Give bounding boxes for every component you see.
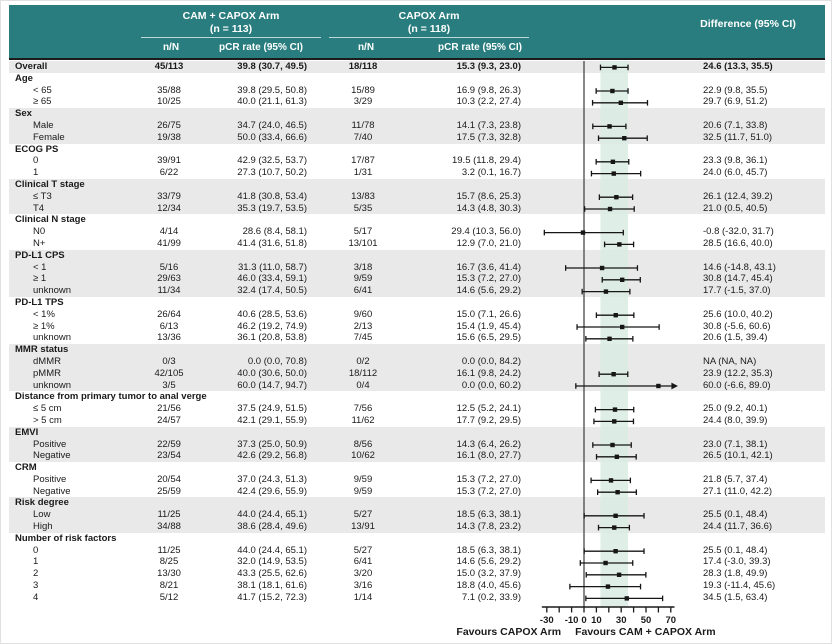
cell-b-pcr: 19.5 (11.8, 29.4) — [451, 155, 521, 167]
table-row — [9, 203, 825, 215]
table-row — [9, 285, 825, 297]
cell-label: Positive — [33, 473, 67, 485]
cell-label: ≤ 5 cm — [33, 403, 62, 415]
cell-a-nn: 13/36 — [157, 332, 181, 344]
cell-diff: 34.5 (1.5, 63.4) — [703, 591, 768, 603]
cell-b-nn: 0/4 — [356, 379, 370, 391]
cell-diff: 23.0 (7.1, 38.1) — [703, 438, 768, 450]
cell-a-pcr: 42.1 (29.1, 55.9) — [237, 414, 307, 426]
arm1-header — [141, 10, 321, 38]
subgroup-header-row — [9, 497, 825, 509]
cell-label: Negative — [33, 485, 71, 497]
cell-diff: 60.0 (-6.6, 89.0) — [703, 379, 771, 391]
cell-diff: 26.1 (12.4, 39.2) — [703, 190, 773, 202]
table-row — [9, 332, 825, 344]
cell-label: PD-L1 TPS — [15, 296, 64, 308]
cell-b-nn: 7/56 — [353, 403, 373, 415]
cell-label: Male — [33, 119, 54, 131]
cell-diff: 25.0 (9.2, 40.1) — [703, 403, 768, 415]
cell-label: CRM — [15, 462, 37, 474]
cell-a-nn: 29/63 — [157, 273, 181, 285]
cell-diff: 29.7 (6.9, 51.2) — [703, 96, 768, 108]
cell-b-nn: 13/101 — [348, 237, 378, 249]
subgroup-header-row — [9, 250, 825, 262]
cell-label: 4 — [33, 591, 39, 603]
cell-a-pcr: 37.5 (24.9, 51.5) — [237, 403, 307, 415]
cell-b-pcr: 12.5 (5.2, 24.1) — [456, 403, 521, 415]
cell-a-pcr: 39.8 (29.5, 50.8) — [237, 84, 307, 96]
cell-b-nn: 9/59 — [353, 485, 373, 497]
cell-b-nn: 3/16 — [353, 580, 373, 592]
cell-label: Age — [15, 72, 33, 84]
cell-label: 3 — [33, 580, 39, 592]
table-row — [9, 556, 825, 568]
arm2-header — [329, 10, 529, 38]
cell-b-pcr: 0.0 (0.0, 60.2) — [461, 379, 521, 391]
cell-a-nn: 39/91 — [157, 155, 181, 167]
cell-b-pcr: 17.7 (9.2, 29.5) — [456, 414, 521, 426]
cell-label: Risk degree — [15, 497, 69, 509]
table-row — [9, 439, 825, 451]
cell-b-nn: 1/14 — [353, 591, 373, 603]
table-row — [9, 96, 825, 108]
cell-diff: 28.5 (16.6, 40.0) — [703, 237, 773, 249]
cell-a-nn: 21/56 — [157, 403, 181, 415]
cell-a-nn: 8/21 — [159, 580, 179, 592]
cell-label: ECOG PS — [15, 143, 59, 155]
cell-a-nn: 24/57 — [157, 414, 181, 426]
cell-b-pcr: 15.0 (7.1, 26.6) — [456, 308, 521, 320]
table-row — [9, 85, 825, 97]
cell-diff: 25.6 (10.0, 40.2) — [703, 308, 773, 320]
cell-label: Distance from primary tumor to anal verge — [15, 391, 207, 403]
cell-a-pcr: 42.6 (29.2, 56.8) — [237, 450, 307, 462]
cell-b-pcr: 0.0 (0.0, 84.2) — [461, 355, 521, 367]
subgroup-header-row — [9, 214, 825, 226]
cell-label: 0 — [33, 155, 39, 167]
axis-tick-label: 10 — [591, 615, 602, 626]
cell-b-nn: 1/31 — [353, 167, 373, 179]
cell-a-pcr: 41.7 (15.2, 72.3) — [237, 591, 307, 603]
cell-b-pcr: 15.3 (7.2, 27.0) — [456, 273, 521, 285]
subgroup-header-row — [9, 391, 825, 403]
cell-label: pMMR — [33, 367, 61, 379]
axis-tick-label: -30 — [539, 615, 554, 626]
cell-b-nn: 2/13 — [353, 320, 373, 332]
cell-a-nn: 6/13 — [159, 320, 179, 332]
cell-b-pcr: 16.1 (8.0, 27.7) — [456, 450, 521, 462]
cell-diff: 20.6 (1.5, 39.4) — [703, 332, 768, 344]
cell-a-nn: 26/75 — [157, 119, 181, 131]
cell-a-pcr: 28.6 (8.4, 58.1) — [242, 226, 307, 238]
cell-label: 0 — [33, 544, 39, 556]
cell-b-pcr: 14.3 (4.8, 30.3) — [456, 202, 521, 214]
cell-label: < 1% — [33, 308, 55, 320]
cell-b-pcr: 15.3 (7.2, 27.0) — [456, 485, 521, 497]
cell-a-pcr: 39.8 (30.7, 49.5) — [237, 61, 307, 72]
cell-a-pcr: 32.0 (14.9, 53.5) — [237, 556, 307, 568]
cell-a-nn: 0/3 — [162, 355, 176, 367]
cell-b-pcr: 15.0 (3.2, 37.9) — [456, 568, 521, 580]
cell-a-pcr: 41.8 (30.8, 53.4) — [237, 190, 307, 202]
cell-label: N+ — [33, 237, 46, 249]
cell-label: > 5 cm — [33, 414, 62, 426]
cell-b-pcr: 15.3 (7.2, 27.0) — [456, 473, 521, 485]
cell-b-nn: 11/78 — [351, 119, 375, 131]
cell-a-nn: 23/54 — [157, 450, 181, 462]
cell-a-nn: 19/38 — [157, 131, 181, 143]
cell-b-nn: 5/27 — [353, 544, 373, 556]
cell-b-nn: 9/59 — [353, 273, 373, 285]
cell-diff: 20.6 (7.1, 33.8) — [703, 119, 768, 131]
cell-label: ≥ 1% — [33, 320, 55, 332]
arm2-nn-column-header: n/N — [357, 42, 375, 53]
cell-a-pcr: 38.1 (18.1, 61.6) — [237, 580, 307, 592]
cell-a-pcr: 37.3 (25.0, 50.9) — [237, 438, 307, 450]
cell-a-nn: 33/79 — [157, 190, 181, 202]
cell-b-nn: 3/20 — [353, 568, 373, 580]
arm1-nn-column-header: n/N — [162, 42, 180, 53]
table-row — [9, 509, 825, 521]
cell-label: 1 — [33, 167, 39, 179]
cell-diff: 17.4 (-3.0, 39.3) — [703, 556, 771, 568]
cell-b-nn: 18/112 — [348, 367, 378, 379]
cell-a-pcr: 31.3 (11.0, 58.7) — [237, 261, 307, 273]
cell-b-pcr: 16.1 (9.8, 24.2) — [456, 367, 521, 379]
arm2-title: CAPOX Arm — [398, 10, 460, 22]
cell-label: ≥ 1 — [33, 273, 47, 285]
cell-b-nn: 10/62 — [351, 450, 375, 462]
cell-diff: NA (NA, NA) — [703, 355, 757, 367]
cell-diff: 24.4 (8.0, 39.9) — [703, 414, 768, 426]
cell-diff: 14.6 (-14.8, 43.1) — [703, 261, 776, 273]
cell-a-nn: 11/25 — [157, 544, 181, 556]
cell-b-nn: 5/17 — [353, 226, 373, 238]
cell-a-pcr: 40.0 (30.6, 50.0) — [237, 367, 307, 379]
cell-a-nn: 45/113 — [154, 61, 184, 72]
cell-a-pcr: 40.6 (28.5, 53.6) — [237, 308, 307, 320]
cell-b-pcr: 29.4 (10.3, 56.0) — [451, 226, 521, 238]
arm1-title: CAM + CAPOX Arm — [182, 10, 280, 22]
table-row — [9, 191, 825, 203]
cell-diff: 27.1 (11.0, 42.2) — [703, 485, 773, 497]
cell-a-pcr: 36.1 (20.8, 53.8) — [237, 332, 307, 344]
cell-label: dMMR — [33, 355, 61, 367]
cell-label: Overall — [15, 61, 48, 72]
subgroup-table — [9, 61, 825, 604]
cell-b-nn: 6/41 — [353, 556, 373, 568]
cell-a-nn: 6/22 — [159, 167, 179, 179]
cell-label: ≥ 65 — [33, 96, 52, 108]
favours-labels — [421, 626, 751, 638]
cell-b-nn: 9/59 — [353, 473, 373, 485]
cell-b-pcr: 14.6 (5.6, 29.2) — [456, 285, 521, 297]
favours-left-label: Favours CAPOX Arm — [456, 626, 562, 638]
cell-b-pcr: 17.5 (7.3, 32.8) — [456, 131, 521, 143]
header-divider — [9, 58, 825, 60]
table-row — [9, 380, 825, 392]
cell-b-pcr: 10.3 (2.2, 27.4) — [456, 96, 521, 108]
cell-b-nn: 15/89 — [351, 84, 375, 96]
table-row — [9, 262, 825, 274]
cell-label: 1 — [33, 556, 39, 568]
cell-a-pcr: 44.0 (24.4, 65.1) — [237, 509, 307, 521]
cell-b-nn: 13/91 — [351, 521, 375, 533]
table-row — [9, 167, 825, 179]
cell-b-nn: 6/41 — [353, 285, 373, 297]
subgroup-header-row — [9, 73, 825, 85]
cell-b-nn: 8/56 — [353, 438, 373, 450]
cell-diff: 30.8 (14.7, 45.4) — [703, 273, 773, 285]
table-row — [9, 155, 825, 167]
cell-b-pcr: 12.9 (7.0, 21.0) — [456, 237, 521, 249]
cell-a-nn: 11/34 — [157, 285, 181, 297]
subgroup-header-row — [9, 533, 825, 545]
cell-b-pcr: 14.3 (7.8, 23.2) — [456, 521, 521, 533]
cell-b-nn: 7/40 — [353, 131, 373, 143]
table-row — [9, 273, 825, 285]
cell-diff: 30.8 (-5.6, 60.6) — [703, 320, 771, 332]
arm2-pcr-column-header: pCR rate (95% CI) — [438, 42, 522, 53]
axis-tick-label: -10 — [564, 615, 579, 626]
cell-label: MMR status — [15, 344, 69, 356]
cell-b-nn: 18/118 — [348, 61, 378, 72]
axis-tick-label: 0 — [581, 615, 587, 626]
cell-diff: 23.9 (12.2, 35.3) — [703, 367, 773, 379]
cell-diff: 19.3 (-11.4, 45.6) — [703, 580, 776, 592]
cell-diff: 17.7 (-1.5, 37.0) — [703, 285, 771, 297]
table-row — [9, 545, 825, 557]
arm1-n: (n = 113) — [209, 22, 253, 35]
cell-label: Low — [33, 509, 51, 521]
table-row — [9, 238, 825, 250]
cell-label: Female — [33, 131, 65, 143]
subgroup-header-row — [9, 108, 825, 120]
cell-b-nn: 17/87 — [351, 155, 375, 167]
cell-a-nn: 5/16 — [159, 261, 179, 273]
table-row — [9, 368, 825, 380]
x-axis — [516, 603, 696, 627]
cell-b-pcr: 7.1 (0.2, 33.9) — [461, 591, 521, 603]
cell-b-nn: 5/27 — [353, 509, 373, 521]
cell-a-nn: 5/12 — [159, 591, 179, 603]
cell-a-pcr: 46.0 (33.4, 59.1) — [237, 273, 307, 285]
cell-a-pcr: 44.0 (24.4, 65.1) — [237, 544, 307, 556]
cell-b-pcr: 16.9 (9.8, 26.3) — [456, 84, 521, 96]
cell-a-nn: 25/59 — [157, 485, 181, 497]
cell-a-nn: 3/5 — [162, 379, 176, 391]
table-row — [9, 309, 825, 321]
cell-label: N0 — [33, 226, 46, 238]
cell-label: Clinical T stage — [15, 178, 85, 190]
axis-tick-label: 50 — [640, 615, 652, 626]
cell-a-nn: 10/25 — [157, 96, 181, 108]
cell-a-nn: 8/25 — [159, 556, 179, 568]
cell-b-pcr: 15.6 (6.5, 29.5) — [456, 332, 521, 344]
table-row — [9, 120, 825, 132]
cell-a-nn: 12/34 — [157, 202, 181, 214]
cell-a-pcr: 38.6 (28.4, 49.6) — [237, 521, 307, 533]
cell-diff: 21.0 (0.5, 40.5) — [703, 202, 768, 214]
cell-a-pcr: 0.0 (0.0, 70.8) — [247, 355, 307, 367]
cell-b-pcr: 18.8 (4.0, 45.6) — [456, 580, 521, 592]
cell-diff: 24.0 (6.0, 45.7) — [703, 167, 768, 179]
subgroup-header-row — [9, 462, 825, 474]
cell-diff: 25.5 (0.1, 48.4) — [703, 509, 768, 521]
cell-b-pcr: 18.5 (6.3, 38.1) — [456, 544, 521, 556]
axis-tick-label: 70 — [665, 615, 677, 626]
favours-right-label: Favours CAM + CAPOX Arm — [575, 626, 716, 638]
table-row — [9, 474, 825, 486]
subgroup-header-row — [9, 144, 825, 156]
cell-a-pcr: 34.7 (24.0, 46.5) — [237, 119, 307, 131]
cell-a-pcr: 35.3 (19.7, 53.5) — [237, 202, 307, 214]
cell-a-pcr: 46.2 (19.2, 74.9) — [237, 320, 307, 332]
cell-diff: 21.8 (5.7, 37.4) — [703, 473, 768, 485]
table-row — [9, 356, 825, 368]
cell-b-pcr: 14.6 (5.6, 29.2) — [456, 556, 521, 568]
cell-label: Sex — [15, 108, 32, 120]
cell-b-pcr: 15.4 (1.9, 45.4) — [456, 320, 521, 332]
cell-b-nn: 0/2 — [356, 355, 370, 367]
cell-diff: 24.6 (13.3, 35.5) — [703, 61, 773, 72]
cell-label: 2 — [33, 568, 39, 580]
subgroup-header-row — [9, 427, 825, 439]
cell-label: unknown — [33, 332, 72, 344]
cell-b-nn: 5/35 — [353, 202, 373, 214]
cell-a-pcr: 27.3 (10.7, 50.2) — [237, 167, 307, 179]
cell-diff: -0.8 (-32.0, 31.7) — [703, 226, 774, 238]
cell-label: EMVI — [15, 426, 39, 438]
cell-diff: 26.5 (10.1, 42.1) — [703, 450, 773, 462]
cell-b-pcr: 15.3 (9.3, 23.0) — [456, 61, 521, 72]
table-row — [9, 592, 825, 604]
table-row — [9, 321, 825, 333]
cell-a-pcr: 37.0 (24.3, 51.3) — [237, 473, 307, 485]
cell-a-nn: 35/88 — [157, 84, 181, 96]
cell-label: ≤ T3 — [33, 190, 52, 202]
cell-a-nn: 41/99 — [157, 237, 181, 249]
cell-a-nn: 26/64 — [157, 308, 181, 320]
cell-a-pcr: 42.9 (32.5, 53.7) — [237, 155, 307, 167]
cell-b-pcr: 14.3 (6.4, 26.2) — [456, 438, 521, 450]
cell-a-pcr: 32.4 (17.4, 50.5) — [237, 285, 307, 297]
cell-diff: 23.3 (9.8, 36.1) — [703, 155, 768, 167]
subgroup-header-row — [9, 344, 825, 356]
cell-b-pcr: 16.7 (3.6, 41.4) — [456, 261, 521, 273]
table-row — [9, 226, 825, 238]
cell-a-nn: 22/59 — [157, 438, 181, 450]
cell-a-nn: 20/54 — [157, 473, 181, 485]
cell-label: unknown — [33, 379, 72, 391]
cell-diff: 32.5 (11.7, 51.0) — [703, 131, 773, 143]
cell-b-nn: 3/18 — [353, 261, 373, 273]
cell-diff: 25.5 (0.1, 48.4) — [703, 544, 768, 556]
cell-a-nn: 11/25 — [157, 509, 181, 521]
cell-b-nn: 13/83 — [351, 190, 375, 202]
cell-b-pcr: 15.7 (8.6, 25.3) — [456, 190, 521, 202]
table-row — [9, 450, 825, 462]
cell-label: < 65 — [33, 84, 52, 96]
cell-a-nn: 42/105 — [154, 367, 184, 379]
table-row — [9, 568, 825, 580]
cell-a-pcr: 43.3 (25.5, 62.6) — [237, 568, 307, 580]
cell-label: Clinical N stage — [15, 214, 86, 226]
cell-b-pcr: 14.1 (7.3, 23.8) — [456, 119, 521, 131]
table-row — [9, 61, 825, 73]
cell-b-nn: 11/62 — [351, 414, 375, 426]
table-row — [9, 415, 825, 427]
cell-a-pcr: 40.0 (21.1, 61.3) — [237, 96, 307, 108]
cell-a-pcr: 60.0 (14.7, 94.7) — [237, 379, 307, 391]
table-row — [9, 132, 825, 144]
table-row — [9, 580, 825, 592]
arm1-pcr-column-header: pCR rate (95% CI) — [219, 42, 303, 53]
subgroup-header-row — [9, 297, 825, 309]
cell-a-pcr: 42.4 (29.6, 55.9) — [237, 485, 307, 497]
table-row — [9, 486, 825, 498]
table-row — [9, 403, 825, 415]
difference-column-header: Difference (95% CI) — [700, 18, 796, 30]
subgroup-header-row — [9, 179, 825, 191]
cell-label: < 1 — [33, 261, 47, 273]
cell-label: unknown — [33, 285, 72, 297]
cell-a-nn: 4/14 — [159, 226, 179, 238]
cell-diff: 22.9 (9.8, 35.5) — [703, 84, 768, 96]
cell-b-nn: 9/60 — [353, 308, 373, 320]
cell-label: Positive — [33, 438, 67, 450]
cell-a-pcr: 41.4 (31.6, 51.8) — [237, 237, 307, 249]
cell-b-pcr: 18.5 (6.3, 38.1) — [456, 509, 521, 521]
cell-b-nn: 7/45 — [353, 332, 373, 344]
cell-diff: 24.4 (11.7, 36.6) — [703, 521, 773, 533]
cell-label: PD-L1 CPS — [15, 249, 65, 261]
cell-label: Number of risk factors — [15, 532, 117, 544]
table-row — [9, 521, 825, 533]
cell-b-pcr: 3.2 (0.1, 16.7) — [461, 167, 521, 179]
cell-label: Negative — [33, 450, 71, 462]
cell-a-nn: 13/30 — [157, 568, 181, 580]
cell-label: T4 — [33, 202, 45, 214]
table-header — [9, 5, 825, 58]
cell-diff: 28.3 (1.8, 49.9) — [703, 568, 768, 580]
cell-b-nn: 3/29 — [353, 96, 373, 108]
arm2-n: (n = 118) — [407, 22, 451, 35]
cell-a-nn: 34/88 — [157, 521, 181, 533]
axis-tick-label: 30 — [615, 615, 627, 626]
cell-label: High — [33, 521, 53, 533]
cell-a-pcr: 50.0 (33.4, 66.6) — [237, 131, 307, 143]
